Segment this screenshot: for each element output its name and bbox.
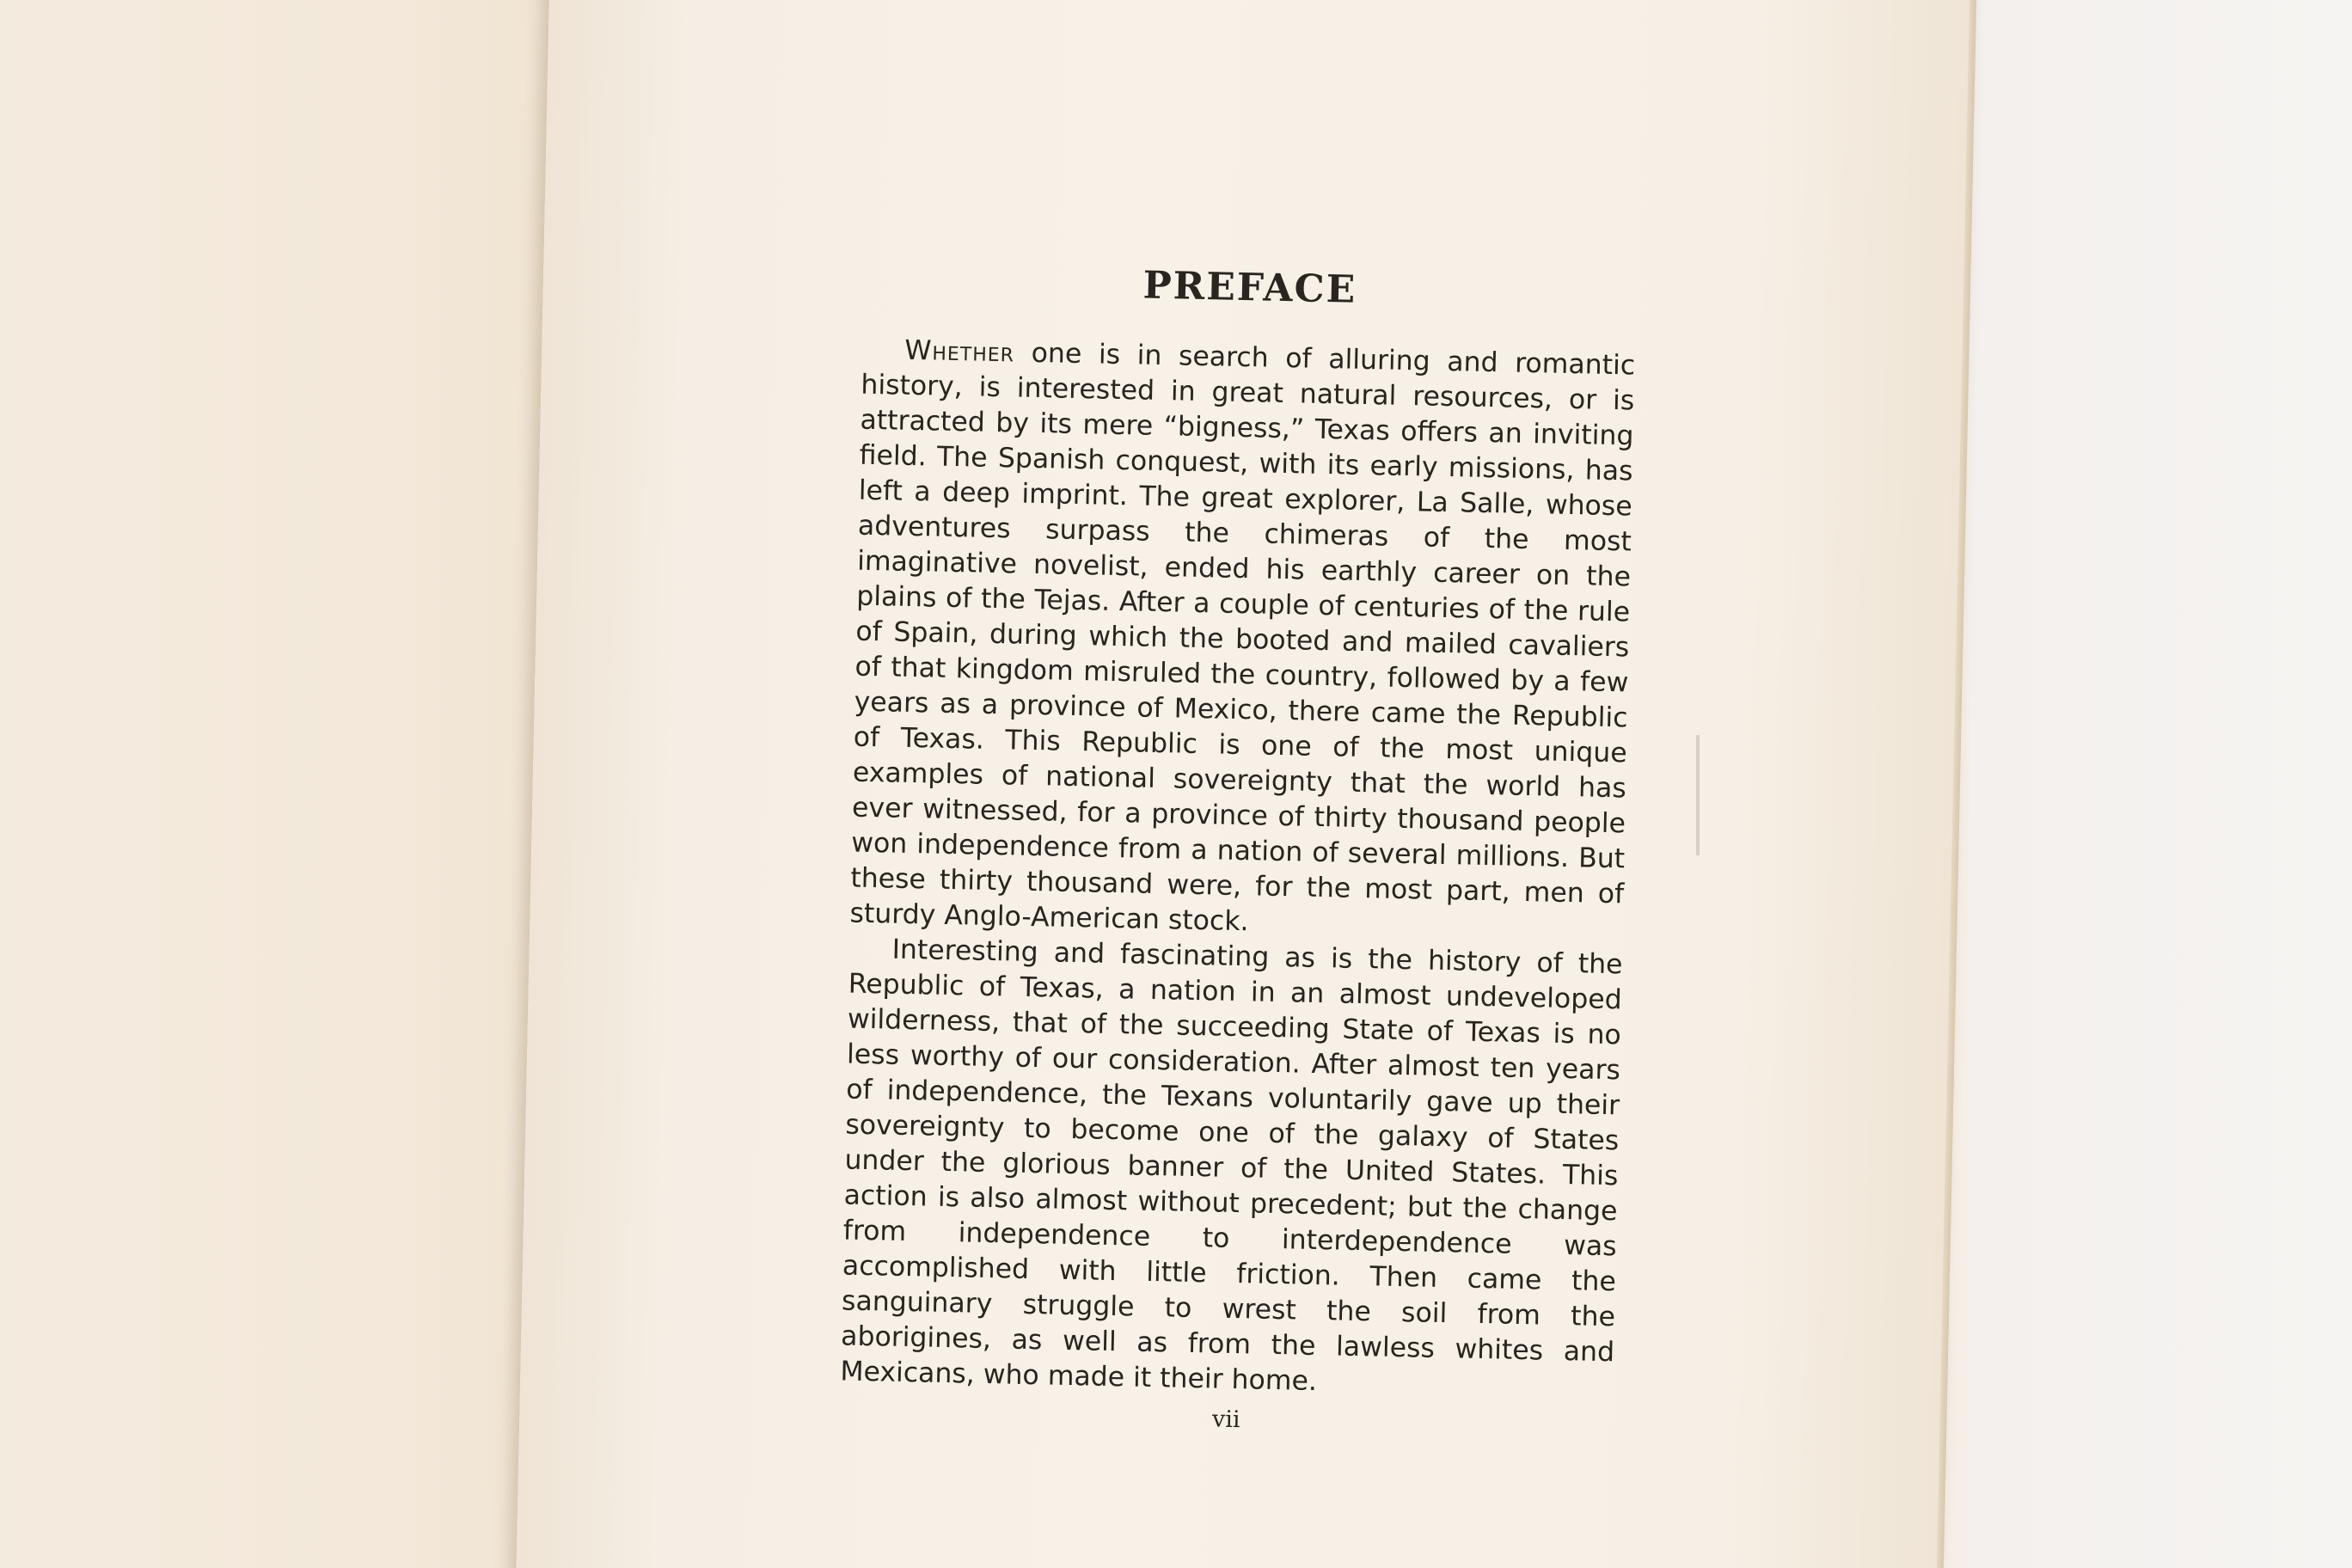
page-number: vii xyxy=(1211,1406,1240,1434)
paragraph-1-text: one is in search of alluring and romantic history, is interested in great natural resources, or is attracted by its mere “bigness,” Texas offers an inviting field. The Spanish conquest, with its early missions, has left a deep imprint. The great explorer, La Salle, whose adventures surpass the chimeras of the most imaginative novelist, ended his earthly career on the plains of the Tejas. After a couple of centuries of the rule of Spain, during which the booted and mailed cavaliers of that kingdom misruled the country, followed by a few years as a province of Mexico, there came the Republic of Texas. This Republic is one of the most unique examples of national sovereignty that the world has ever witnessed, for a province of thirty thousand people won independence from a nation of several millions. But these thirty thousand were, for the most part, men of sturdy Anglo-American stock. xyxy=(849,337,1636,938)
paper-edge-mark xyxy=(1696,735,1700,855)
page-title: PREFACE xyxy=(1142,263,1357,312)
table-background xyxy=(1969,0,2352,1568)
lead-in-word: Whether xyxy=(903,334,1015,369)
preface-text-block xyxy=(839,258,1637,1442)
preface-paragraph-2: Interesting and fascinating as is the history of the Republic of Texas, a nation in an almost undeveloped wilderness, that of the succeeding State of Texas is no less worthy of our consideration. After almost ten years of independence, the Texans voluntarily gave up their sovereignty to become one of the galaxy of States under the glorious banner of the United States. This action is also almost without precedent; but the change from independence to interdependence was accomplished with little friction. Then came the sanguinary struggle to wrest the soil from the aborigines, as well as from the lawless whites and Mexicans, who made it their home. xyxy=(840,934,1623,1398)
preface-paragraph-1 xyxy=(849,333,1635,948)
right-printed-page xyxy=(515,0,1977,1568)
